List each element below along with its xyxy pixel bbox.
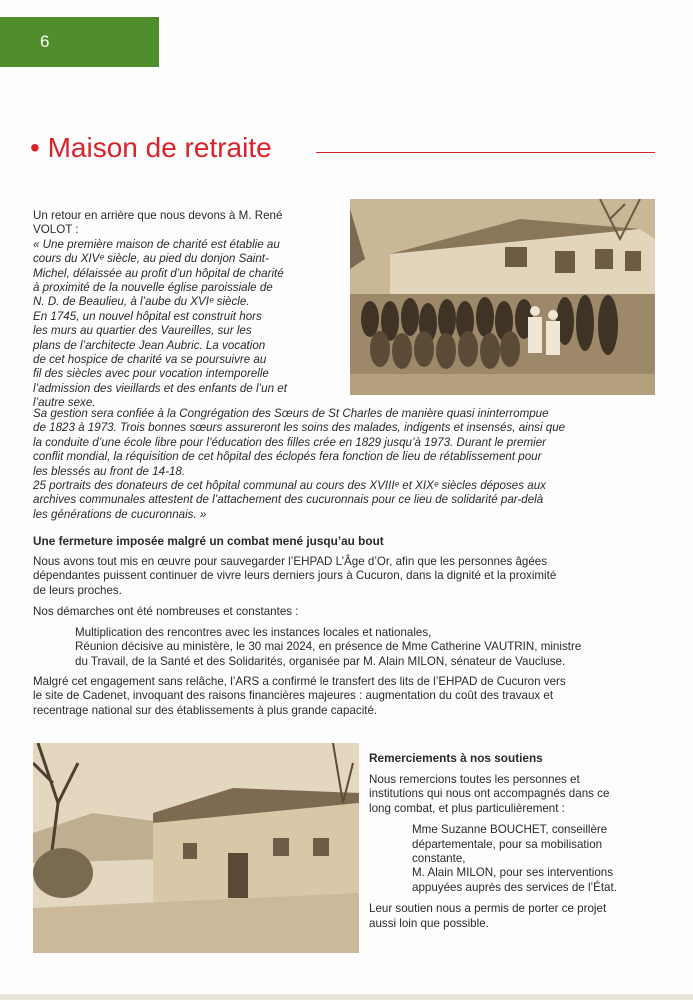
fermeture-paragraph [33, 555, 658, 598]
quote-line: « Une première maison de charité est établie au [33, 237, 280, 251]
text-line: recentrage national sur des établissements à plus grande capacité. [33, 703, 378, 717]
quote-line: archives communales attestent de l’attachement des cucuronnais pour ce lieu de solidarité par-delà [33, 493, 544, 507]
remerciements-section [369, 751, 659, 931]
quote-line: fil des siècles avec pour vocation intemporelle [33, 367, 269, 381]
page-number: 6 [40, 32, 50, 51]
intro-continued [33, 407, 658, 522]
text-line: institutions qui nous ont accompagnés dans ce [369, 787, 610, 801]
fermeture-title: Une fermeture imposée malgré un combat mené jusqu’au bout [33, 534, 384, 548]
quote-line: de cet hospice de charité va se poursuivre au [33, 353, 267, 367]
demarches-intro [33, 605, 658, 619]
heading-rule [316, 152, 655, 153]
quote-line: conflit mondial, la réquisition de cet hôpital des éclopés fera fonction de lieu de rétablissement pour [33, 450, 542, 464]
list-item: M. Alain MILON, pour ses interventions [412, 866, 614, 880]
quote-line: l’autre sexe. [33, 396, 96, 410]
intro-text [33, 209, 338, 411]
quote-line: Sa gestion sera confiée à la Congrégation des Sœurs de St Charles de manière quasi ininterrompue [33, 407, 549, 420]
text-line: Nous remercions toutes les personnes et [369, 773, 580, 786]
list-item: Multiplication des rencontres avec les instances locales et nationales, [75, 626, 432, 639]
text-line: le site de Cadenet, invoquant des raisons financières majeures : augmentation du coût des travaux et [33, 689, 554, 703]
text-line: de leurs proches. [33, 583, 122, 597]
text-line: Nos démarches ont été nombreuses et constantes : [33, 605, 299, 618]
quote-line: de 1823 à 1973. Trois bonnes sœurs assureront les soins des malades, indigents et insensés, ainsi que [33, 421, 566, 435]
page-number-tab [0, 17, 159, 67]
quote-line: les générations de cucuronnais. » [33, 507, 207, 521]
list-item: du Travail, de la Santé et des Solidarités, organisée par M. Alain MILON, sénateur de Vaucluse. [75, 654, 566, 668]
quote-line: cours du XIVᵉ siècle, au pied du donjon Saint- [33, 252, 269, 266]
text-line: dépendantes puissent continuer de vivre leurs derniers jours à Cucuron, dans la dignité et la proximité [33, 569, 557, 583]
quote-line: En 1745, un nouvel hôpital est construit hors [33, 309, 262, 323]
quote-line: à proximité de la nouvelle église paroissiale de [33, 281, 273, 295]
quote-line: la conduite d’une école libre pour l’éducation des filles crée en 1829 jusqu’à 1973. Durant le premier [33, 435, 547, 449]
text-line: Nous avons tout mis en œuvre pour sauvegarder l’EHPAD L’Âge d’Or, afin que les personnes âgées [33, 555, 548, 568]
remerciements-list [369, 823, 659, 895]
list-item: Mme Suzanne BOUCHET, conseillère [412, 823, 608, 837]
list-item: appuyées auprès des services de l’État. [412, 880, 617, 894]
text-line: long combat, et plus particulièrement : [369, 801, 565, 815]
section-heading [30, 128, 655, 168]
fermeture-section [33, 534, 658, 549]
quote-line: les murs au quartier des Vaureilles, sur les [33, 324, 252, 338]
footer-bar [0, 994, 693, 1000]
ars-paragraph [33, 675, 658, 718]
quote-line: 25 portraits des donateurs de cet hôpital communal au cours des XVIIIᵉ et XIXᵉ siècles déposes aux [33, 479, 546, 493]
section-title: • Maison de retraite [30, 132, 272, 163]
quote-line: les blessés au front de 14-18. [33, 464, 186, 478]
list-item: constante, [412, 852, 466, 866]
list-item: départementale, pour sa mobilisation [412, 837, 603, 851]
text-line: Leur soutien nous a permis de porter ce projet [369, 902, 607, 916]
historic-group-photo [350, 199, 655, 395]
quote-line: Michel, délaissée au profit d’un hôpital de charité [33, 266, 284, 280]
intro-line: VOLOT : [33, 223, 79, 237]
remerciements-title: Remerciements à nos soutiens [369, 751, 543, 765]
historic-street-photo [33, 743, 359, 953]
quote-line: l’admission des vieillards et des enfants de l’un et [33, 381, 287, 395]
text-line: Malgré cet engagement sans relâche, l’ARS a confirmé le transfert des lits de l’EHPAD de Cucuron vers [33, 675, 566, 688]
quote-line: plans de l’architecte Jean Aubric. La vocation [33, 338, 266, 352]
text-line: aussi loin que possible. [369, 916, 489, 930]
demarches-list [33, 626, 658, 669]
quote-line: N. D. de Beaulieu, à l’aube du XVIᵉ siècle. [33, 295, 250, 309]
list-item: Réunion décisive au ministère, le 30 mai 2024, en présence de Mme Catherine VAUTRIN, ministre [75, 640, 582, 654]
intro-line: Un retour en arrière que nous devons à M. René [33, 209, 283, 222]
